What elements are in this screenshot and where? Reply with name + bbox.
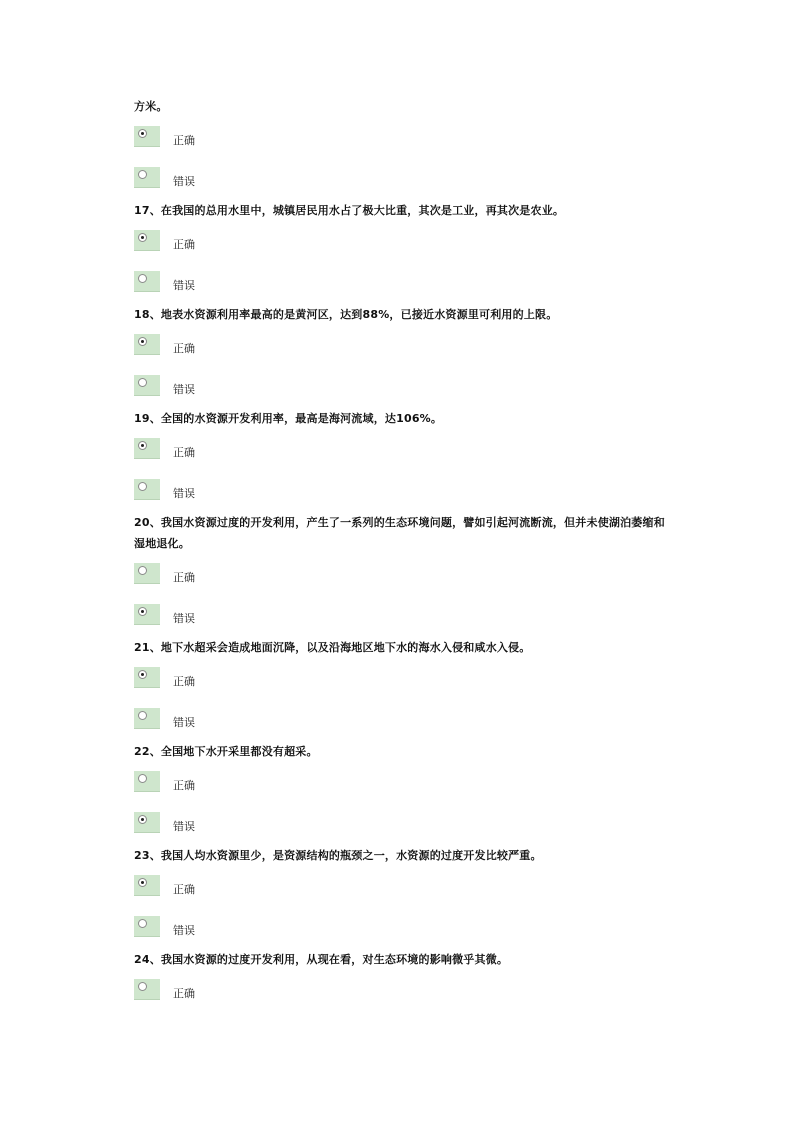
radio-button[interactable] xyxy=(134,479,160,500)
radio-icon[interactable] xyxy=(138,919,147,928)
option-label: 错误 xyxy=(173,612,195,625)
radio-icon[interactable] xyxy=(138,815,147,824)
radio-icon[interactable] xyxy=(138,337,147,346)
option-label: 正确 xyxy=(173,779,195,792)
option-wrong[interactable] xyxy=(134,375,334,397)
radio-button[interactable] xyxy=(134,375,160,396)
radio-button[interactable] xyxy=(134,604,160,625)
radio-icon[interactable] xyxy=(138,566,147,575)
option-correct[interactable] xyxy=(134,979,334,1001)
radio-button[interactable] xyxy=(134,771,160,792)
option-correct[interactable] xyxy=(134,334,334,356)
option-label: 正确 xyxy=(173,571,195,584)
option-correct[interactable] xyxy=(134,667,334,689)
radio-icon[interactable] xyxy=(138,878,147,887)
radio-button[interactable] xyxy=(134,230,160,251)
radio-button[interactable] xyxy=(134,667,160,688)
option-wrong[interactable] xyxy=(134,812,334,834)
radio-icon[interactable] xyxy=(138,129,147,138)
question-text: 23、我国人均水资源里少，是资源结构的瓶颈之一，水资源的过度开发比较严重。 xyxy=(134,849,542,862)
option-wrong[interactable] xyxy=(134,916,334,938)
option-correct[interactable] xyxy=(134,230,334,252)
option-label: 错误 xyxy=(173,487,195,500)
option-correct[interactable] xyxy=(134,438,334,460)
radio-icon[interactable] xyxy=(138,378,147,387)
radio-icon[interactable] xyxy=(138,670,147,679)
option-label: 正确 xyxy=(173,675,195,688)
radio-icon[interactable] xyxy=(138,233,147,242)
option-label: 错误 xyxy=(173,716,195,729)
option-label: 正确 xyxy=(173,446,195,459)
option-correct[interactable] xyxy=(134,126,334,148)
radio-button[interactable] xyxy=(134,126,160,147)
option-correct[interactable] xyxy=(134,563,334,585)
radio-button[interactable] xyxy=(134,167,160,188)
option-label: 正确 xyxy=(173,238,195,251)
option-label: 错误 xyxy=(173,279,195,292)
option-label: 正确 xyxy=(173,134,195,147)
radio-icon[interactable] xyxy=(138,441,147,450)
option-wrong[interactable] xyxy=(134,479,334,501)
question-text: 17、在我国的总用水里中，城镇居民用水占了极大比重，其次是工业，再其次是农业。 xyxy=(134,204,565,217)
option-label: 正确 xyxy=(173,987,195,1000)
option-label: 正确 xyxy=(173,883,195,896)
radio-button[interactable] xyxy=(134,334,160,355)
option-label: 正确 xyxy=(173,342,195,355)
question-text: 18、地表水资源利用率最高的是黄河区，达到88%，已接近水资源里可利用的上限。 xyxy=(134,308,558,321)
radio-button[interactable] xyxy=(134,916,160,937)
radio-button[interactable] xyxy=(134,563,160,584)
radio-icon[interactable] xyxy=(138,482,147,491)
question-text: 24、我国水资源的过度开发利用，从现在看，对生态环境的影响微乎其微。 xyxy=(134,953,509,966)
radio-icon[interactable] xyxy=(138,982,147,991)
option-label: 错误 xyxy=(173,175,195,188)
option-wrong[interactable] xyxy=(134,167,334,189)
radio-icon[interactable] xyxy=(138,170,147,179)
radio-icon[interactable] xyxy=(138,711,147,720)
radio-icon[interactable] xyxy=(138,607,147,616)
question-text: 22、全国地下水开采里都没有超采。 xyxy=(134,745,318,758)
radio-button[interactable] xyxy=(134,438,160,459)
option-label: 错误 xyxy=(173,924,195,937)
option-correct[interactable] xyxy=(134,771,334,793)
radio-icon[interactable] xyxy=(138,774,147,783)
radio-button[interactable] xyxy=(134,812,160,833)
option-label: 错误 xyxy=(173,383,195,396)
question-text: 19、全国的水资源开发利用率，最高是海河流域，达106%。 xyxy=(134,412,443,425)
question-text: 20、我国水资源过度的开发利用，产生了一系列的生态环境问题，譬如引起河流断流，但并未使湖泊萎缩和湿地退化。 xyxy=(134,516,665,550)
option-wrong[interactable] xyxy=(134,604,334,626)
radio-button[interactable] xyxy=(134,875,160,896)
option-label: 错误 xyxy=(173,820,195,833)
radio-icon[interactable] xyxy=(138,274,147,283)
question-text: 21、地下水超采会造成地面沉降，以及沿海地区地下水的海水入侵和咸水入侵。 xyxy=(134,641,531,654)
radio-button[interactable] xyxy=(134,979,160,1000)
option-correct[interactable] xyxy=(134,875,334,897)
option-wrong[interactable] xyxy=(134,271,334,293)
radio-button[interactable] xyxy=(134,271,160,292)
option-wrong[interactable] xyxy=(134,708,334,730)
radio-button[interactable] xyxy=(134,708,160,729)
question-text: 方米。 xyxy=(134,100,168,113)
